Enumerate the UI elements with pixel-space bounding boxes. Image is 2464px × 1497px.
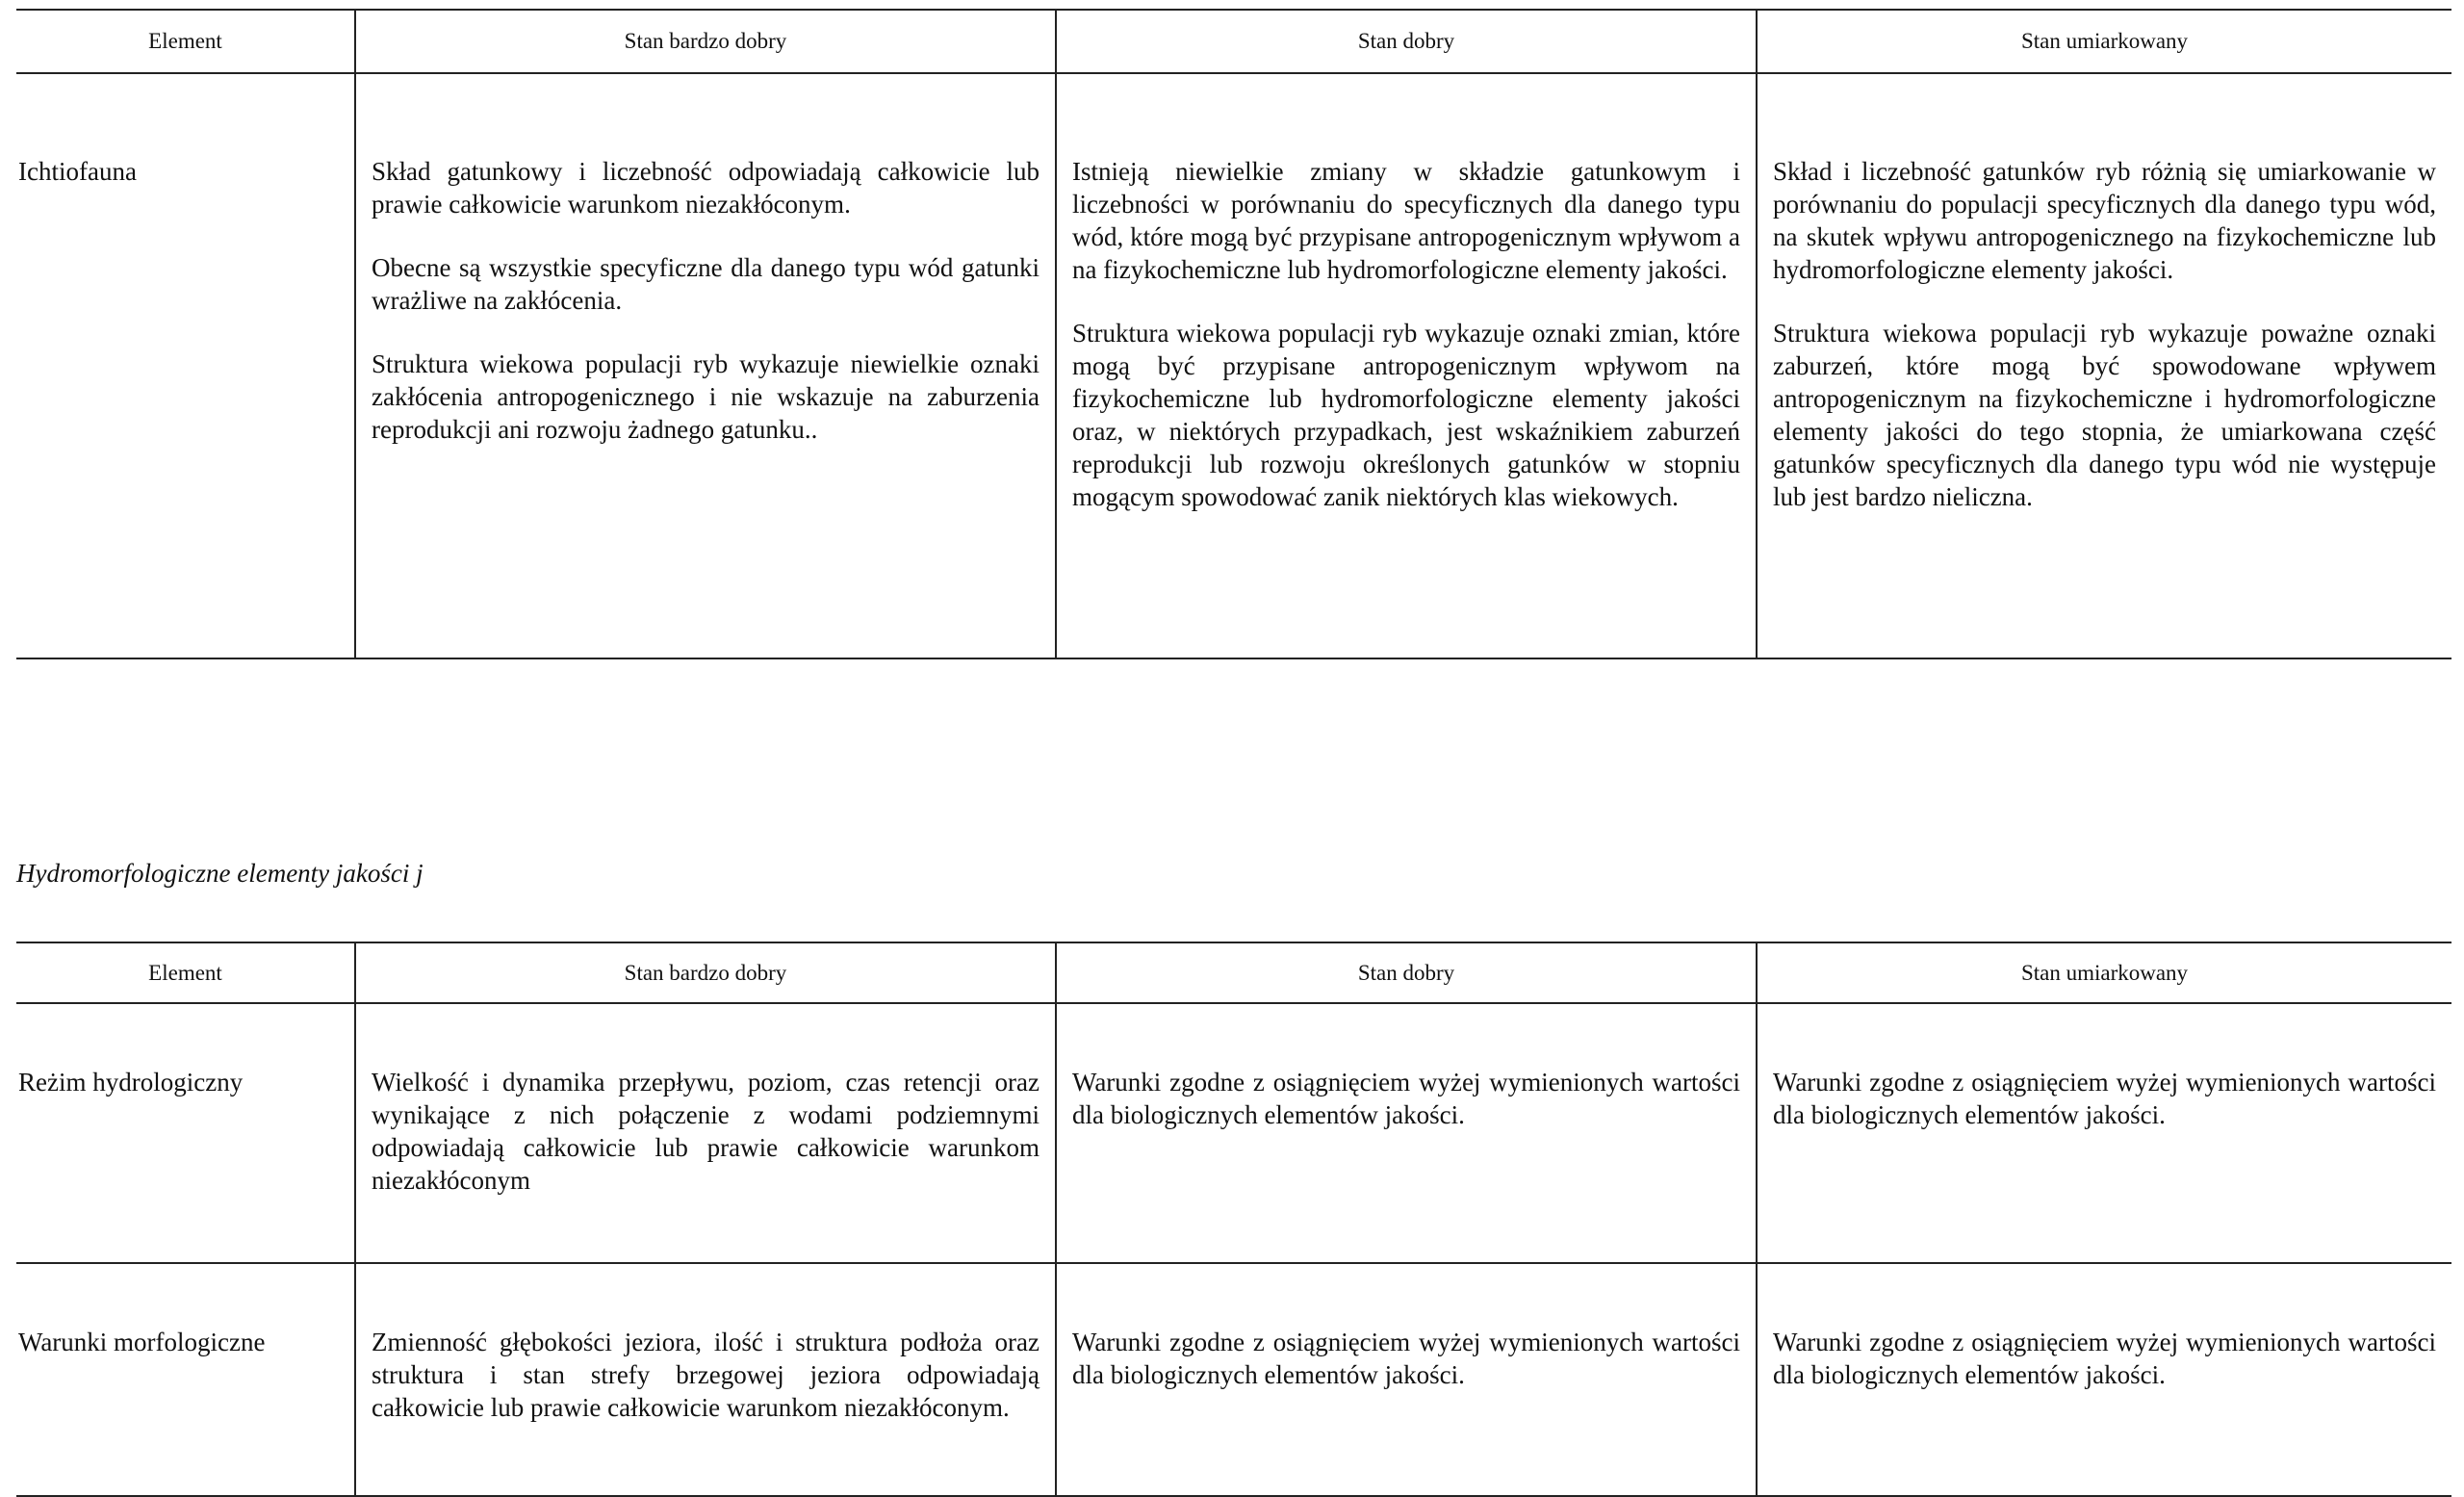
table-row: [16, 73, 2451, 658]
paragraph: Struktura wiekowa populacji ryb wykazuje poważne oznaki zaburzeń, które mogą być spowodowane wpływem antropogenicznym na fizykochemiczne i hydromorfologiczne elementy jakości do tego stopnia, że umiarkowana część gatunków specyficznych dla danego typu wód nie występuje lub jest bardzo nieliczna.: [1773, 319, 2436, 511]
paragraph: Struktura wiekowa populacji ryb wykazuje niewielkie oznaki zakłócenia antropogenicznego i nie wskazuje na zaburzenia reprodukcji ani rozwoju żadnego gatunku..: [372, 349, 1040, 444]
table-header-row: [16, 10, 2451, 73]
moderate-cell: [1757, 73, 2451, 658]
paragraph: Warunki zgodne z osiągnięciem wyżej wymienionych wartości dla biologicznych elementów jakości.: [1773, 1328, 2436, 1389]
good-cell: [1056, 73, 1757, 658]
very-good-cell: [355, 1263, 1056, 1496]
paragraph: Warunki zgodne z osiągnięciem wyżej wymienionych wartości dla biologicznych elementów jakości.: [1773, 1068, 2436, 1129]
table-header-row: [16, 942, 2451, 1003]
paragraph: Wielkość i dynamika przepływu, poziom, czas retencji oraz wynikające z nich połączenie z wodami podziemnymi odpowiadają całkowicie lub prawie całkowicie warunkom niezakłóconym: [372, 1068, 1040, 1195]
header-moderate: Stan umiarkowany: [1757, 942, 2451, 1003]
element-label: Warunki morfologiczne: [18, 1328, 266, 1356]
paragraph: Skład gatunkowy i liczebność odpowiadają całkowicie lub prawie całkowicie warunkom niezakłóconym.: [372, 157, 1040, 219]
header-element: Element: [16, 10, 355, 73]
header-very-good: Stan bardzo dobry: [355, 942, 1056, 1003]
header-good: Stan dobry: [1056, 942, 1757, 1003]
element-cell: [16, 1003, 355, 1263]
good-cell: [1056, 1003, 1757, 1263]
element-label: Ichtiofauna: [18, 157, 137, 186]
ichtiofauna-table: [16, 9, 2451, 659]
element-label: Reżim hydrologiczny: [18, 1068, 244, 1097]
header-moderate: Stan umiarkowany: [1757, 10, 2451, 73]
paragraph: Skład i liczebność gatunków ryb różnią się umiarkowanie w porównaniu do populacji specyficznych dla danego typu wód, na skutek wpływu antropogenicznego na fizykochemiczne lub hydromorfologiczne elementy jakości.: [1773, 157, 2436, 284]
good-cell: [1056, 1263, 1757, 1496]
header-good: Stan dobry: [1056, 10, 1757, 73]
header-very-good: Stan bardzo dobry: [355, 10, 1056, 73]
table-row: [16, 1263, 2451, 1496]
table-row: [16, 1003, 2451, 1263]
very-good-cell: [355, 1003, 1056, 1263]
paragraph: Struktura wiekowa populacji ryb wykazuje oznaki zmian, które mogą być przypisane antropogenicznym wpływom na fizykochemiczne lub hydromorfologiczne elementy jakości oraz, w niektórych przypadkach, jest wskaźnikiem zaburzeń reprodukcji lub rozwoju określonych gatunków w stopniu mogącym spowodować zanik niektórych klas wiekowych.: [1072, 319, 1740, 511]
paragraph: Warunki zgodne z osiągnięciem wyżej wymienionych wartości dla biologicznych elementów jakości.: [1072, 1068, 1740, 1129]
moderate-cell: [1757, 1263, 2451, 1496]
paragraph: Obecne są wszystkie specyficzne dla danego typu wód gatunki wrażliwe na zakłócenia.: [372, 253, 1040, 315]
hydromorphology-table: [16, 942, 2451, 1497]
very-good-cell: [355, 73, 1056, 658]
moderate-cell: [1757, 1003, 2451, 1263]
element-cell: [16, 1263, 355, 1496]
paragraph: Warunki zgodne z osiągnięciem wyżej wymienionych wartości dla biologicznych elementów jakości.: [1072, 1328, 1740, 1389]
element-cell: [16, 73, 355, 658]
section-title: Hydromorfologiczne elementy jakości j: [16, 859, 424, 888]
paragraph: Istnieją niewielkie zmiany w składzie gatunkowym i liczebności w porównaniu do specyficznych dla danego typu wód, które mogą być przypisane antropogenicznym wpływom a na fizykochemiczne lub hydromorfologiczne elementy jakości.: [1072, 157, 1740, 284]
header-element: Element: [16, 942, 355, 1003]
paragraph: Zmienność głębokości jeziora, ilość i struktura podłoża oraz struktura i stan strefy brzegowej jeziora odpowiadają całkowicie lub prawie całkowicie warunkom niezakłóconym.: [372, 1328, 1040, 1422]
